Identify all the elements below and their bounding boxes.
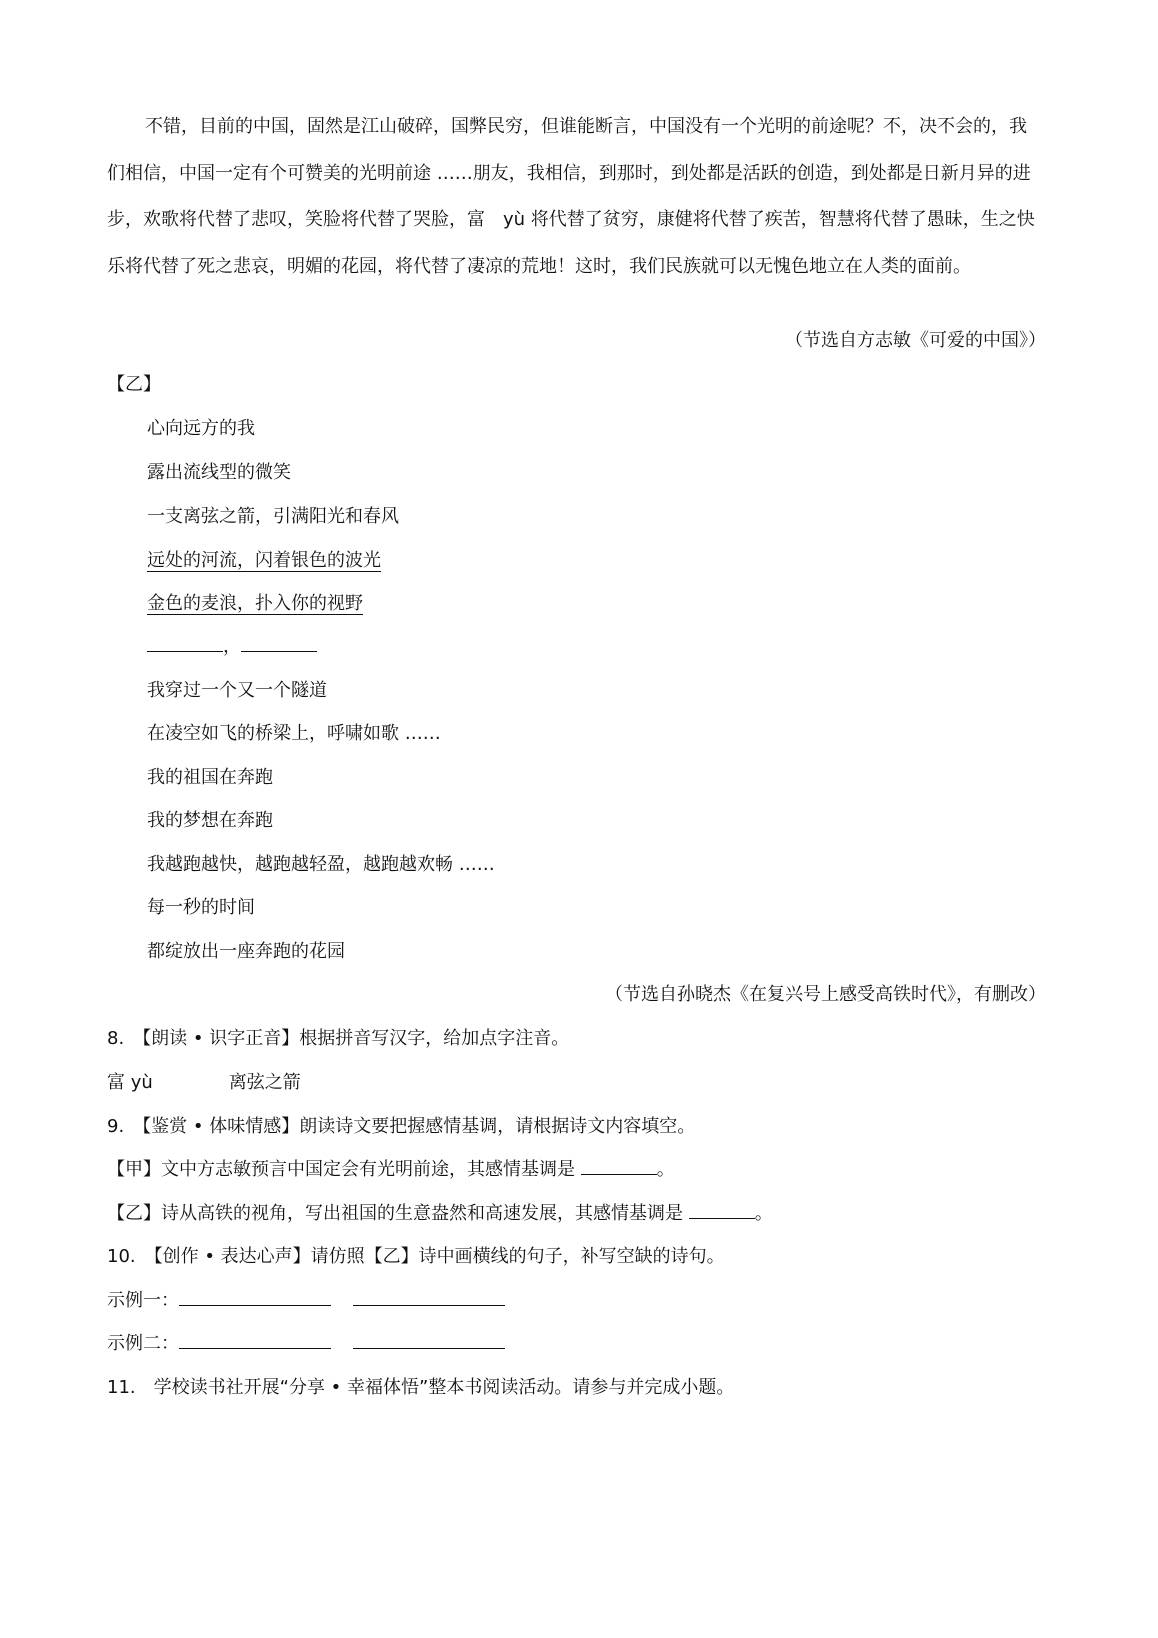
poem-line: 心向远方的我 (147, 418, 255, 439)
question-9-yi (107, 1199, 773, 1225)
period: 。 (656, 1159, 675, 1180)
answer-blank[interactable] (179, 1304, 331, 1306)
example-1-label: 示例一： (107, 1290, 179, 1311)
question-9-jia (107, 1155, 675, 1181)
question-8-item-a: 富 yù (107, 1072, 153, 1093)
answer-blank[interactable] (581, 1173, 657, 1175)
passage-yi-label: 【乙】 (107, 374, 161, 395)
poem-line: 我越跑越快，越跑越轻盈，越跑越欢畅 …… (147, 854, 495, 875)
passage-yi-source: （节选自孙晓杰《在复兴号上感受高铁时代》，有删改） (605, 984, 1046, 1005)
poem-line: 一支离弦之箭，引满阳光和春风 (147, 506, 399, 527)
question-10-example-1 (107, 1286, 505, 1312)
question-11-stem: 11. 学校读书社开展“分享 • 幸福体悟”整本书阅读活动。请参与并完成小题。 (107, 1377, 735, 1398)
question-10-example-2 (107, 1329, 505, 1355)
poem-line: 我穿过一个又一个隧道 (147, 680, 327, 701)
period: 。 (754, 1203, 773, 1224)
poem-line: 都绽放出一座奔跑的花园 (147, 941, 345, 962)
poem-line: 每一秒的时间 (147, 897, 255, 918)
poem-line: 露出流线型的微笑 (147, 462, 291, 483)
poem-blank[interactable] (147, 650, 223, 652)
poem-line-underlined: 远处的河流，闪着银色的波光 (147, 550, 381, 571)
question-8-stem: 8. 【朗读 • 识字正音】根据拼音写汉字，给加点字注音。 (107, 1028, 570, 1049)
poem-line: 我的梦想在奔跑 (147, 810, 273, 831)
answer-blank[interactable] (353, 1304, 505, 1306)
poem-blank-comma: ， (223, 636, 241, 657)
answer-blank[interactable] (353, 1347, 505, 1349)
poem-blank[interactable] (241, 650, 317, 652)
answer-blank[interactable] (179, 1347, 331, 1349)
poem-blank-line (147, 632, 317, 658)
question-9-jia-text: 【甲】文中方志敏预言中国定会有光明前途，其感情基调是 (107, 1159, 575, 1180)
passage-jia-text: 不错，目前的中国，固然是江山破碎，国弊民穷，但谁能断言，中国没有一个光明的前途呢？不，决不会的，我们相信，中国一定有个可赞美的光明前途 ……朋友，我相信，到那时，到处都是活跃的创造，到处都是日新月异的进步，欢歌将代替了悲叹，笑脸将代替了哭脸，富 yù 将代替了贫穷，康健将代替了疾苦，智慧将代替了愚昧，生之快乐将代替了死之悲哀，明媚的花园，将代替了凄凉的荒地！这时，我们民族就可以无愧色地立在人类的面前。 (107, 116, 1035, 277)
question-8-item-b: 离弦之箭 (228, 1072, 301, 1093)
passage-jia-source: （节选自方志敏《可爱的中国》） (785, 330, 1046, 351)
example-2-label: 示例二： (107, 1333, 179, 1354)
question-9-stem: 9. 【鉴赏 • 体味情感】朗读诗文要把握感情基调，请根据诗文内容填空。 (107, 1116, 696, 1137)
poem-line-underlined: 金色的麦浪，扑入你的视野 (147, 593, 363, 614)
question-8-items (107, 1068, 301, 1094)
question-9-yi-text: 【乙】诗从高铁的视角，写出祖国的生意盎然和高速发展，其感情基调是 (107, 1203, 683, 1224)
poem-line: 在凌空如飞的桥梁上，呼啸如歌 …… (147, 723, 441, 744)
answer-blank[interactable] (689, 1217, 755, 1219)
poem-line: 我的祖国在奔跑 (147, 767, 273, 788)
question-10-stem: 10. 【创作 • 表达心声】请仿照【乙】诗中画横线的句子，补写空缺的诗句。 (107, 1246, 725, 1267)
